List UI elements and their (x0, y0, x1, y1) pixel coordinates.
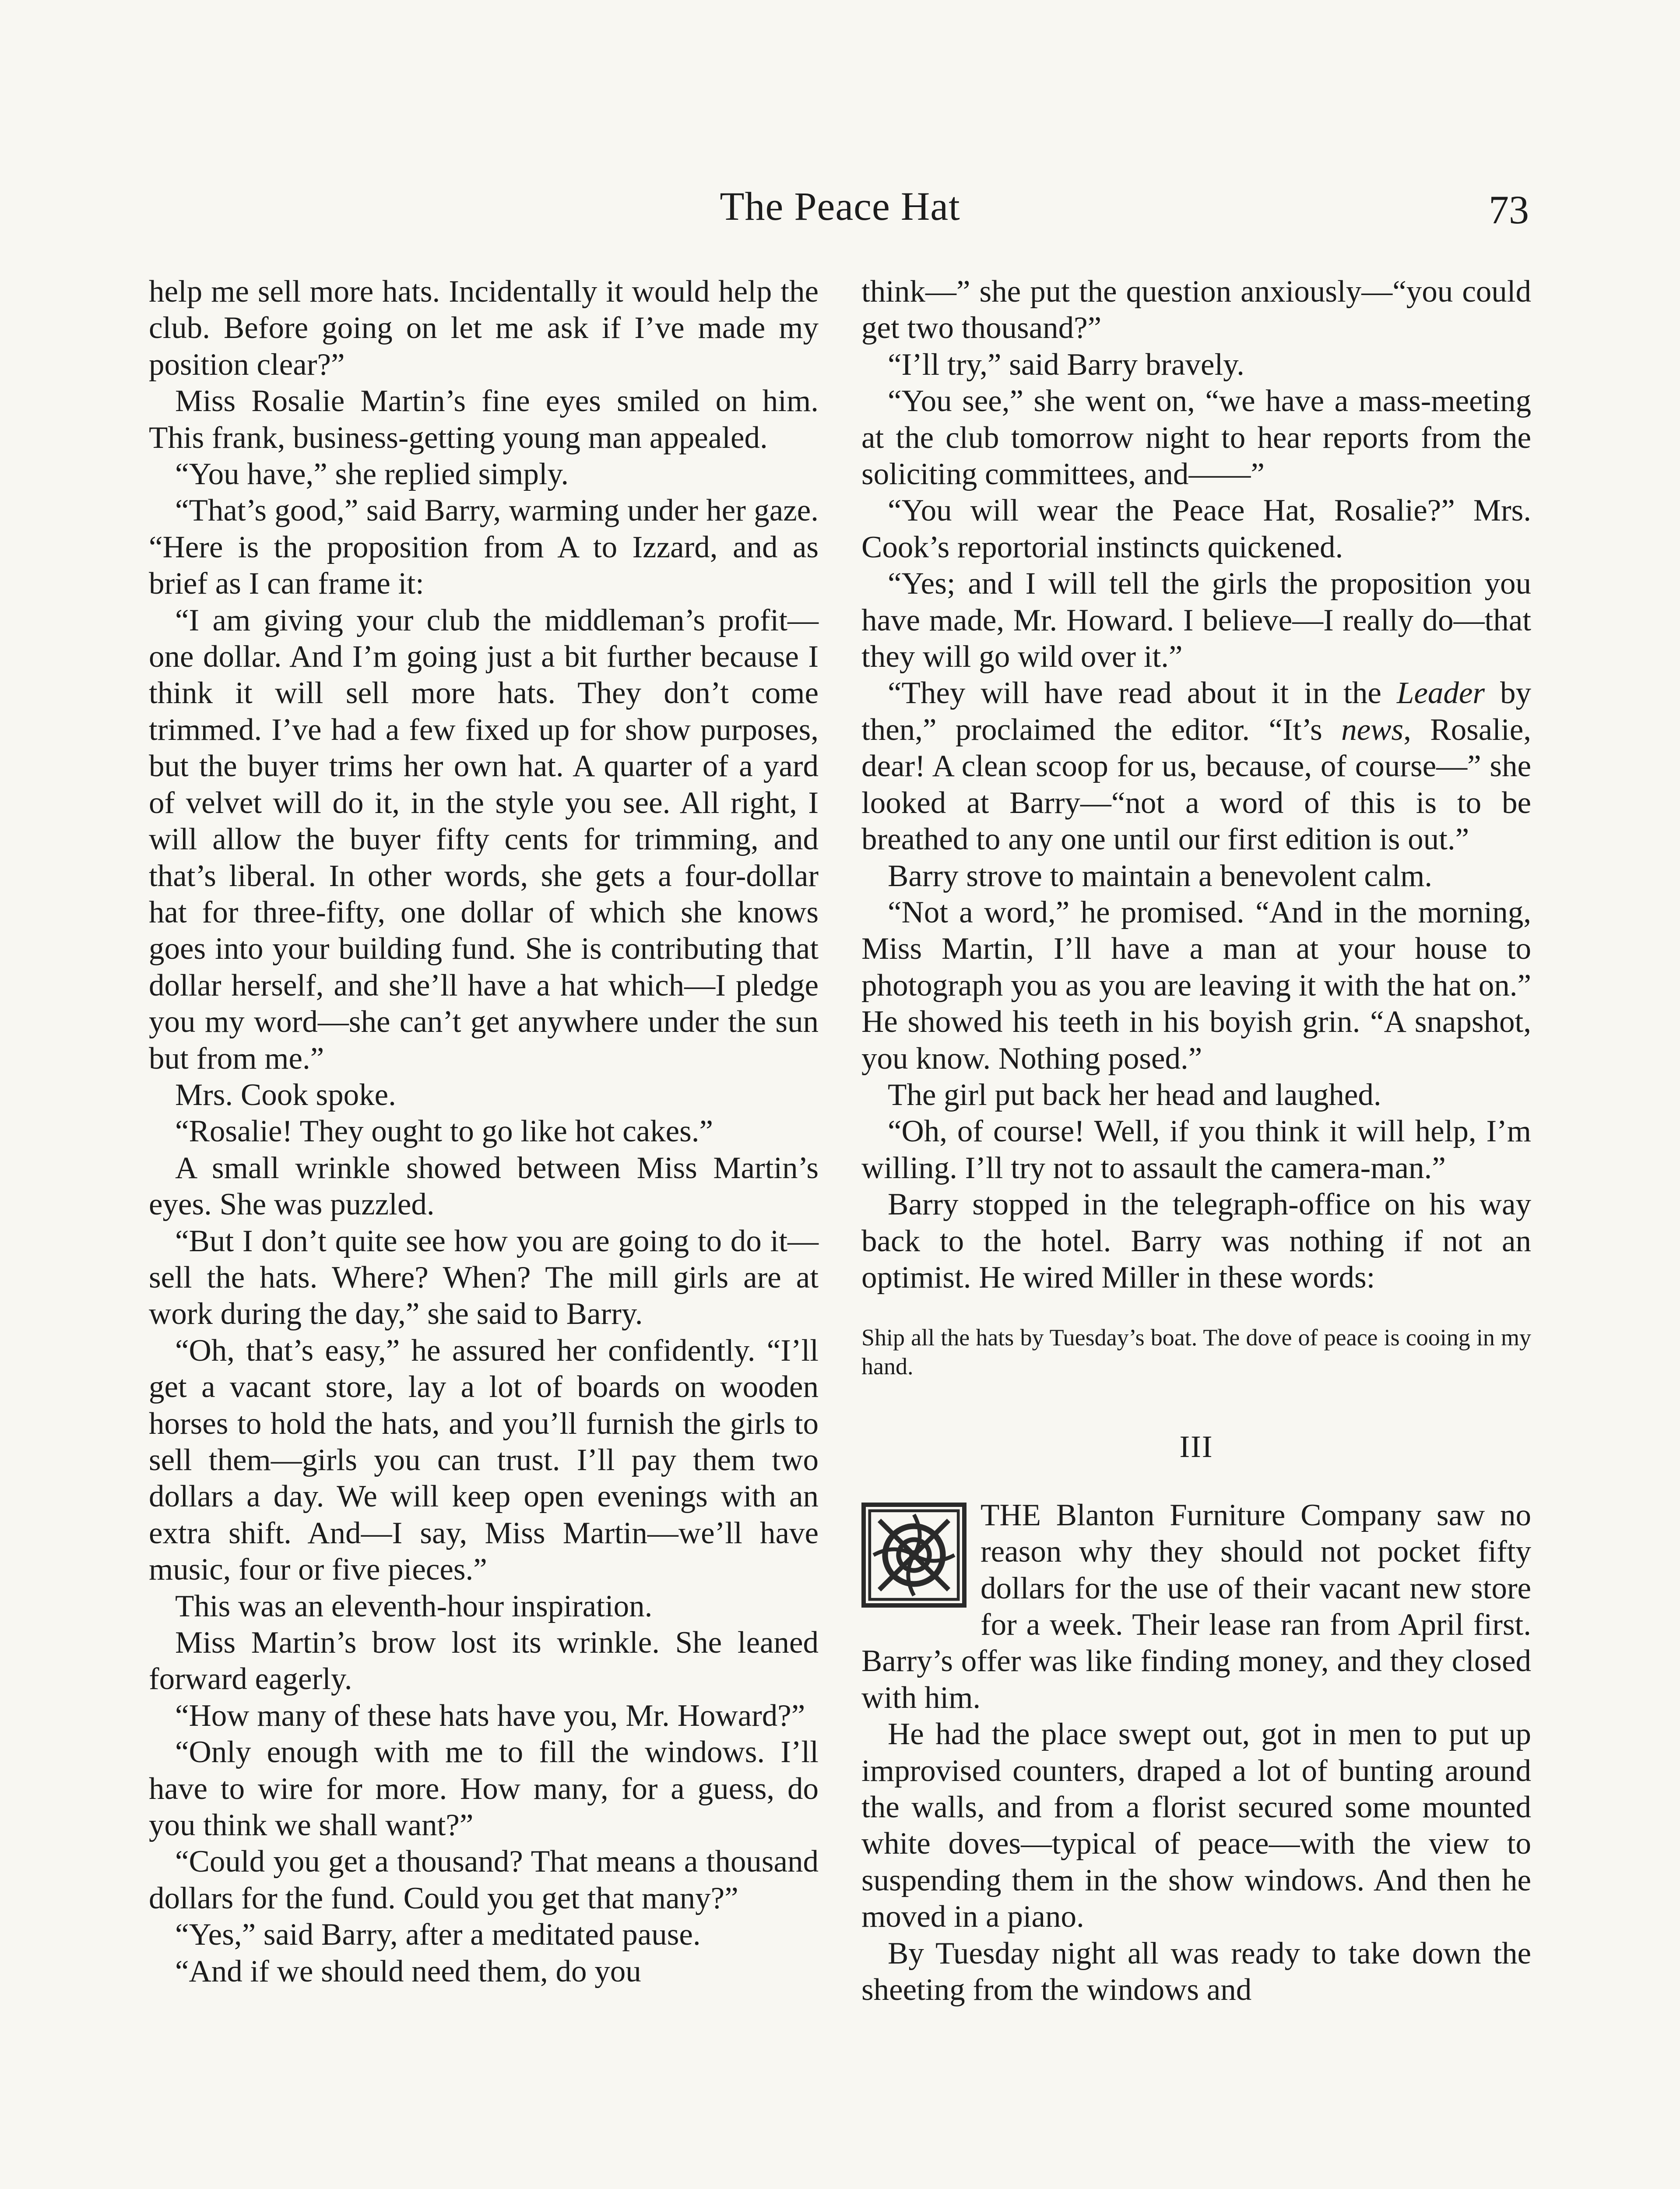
paragraph: “You see,” she went on, “we have a mass-meeting at the club tomorrow night to hear reports from the soliciting committees, and——” (861, 384, 1531, 492)
ornament-knot-icon (861, 1503, 967, 1608)
paragraph: A small wrinkle showed between Miss Martin’s eyes. She was puzzled. (149, 1151, 819, 1222)
paragraph: Barry stopped in the telegraph-office on his way back to the hotel. Barry was nothing if not an optimist. He wired Miller in these words: (861, 1187, 1531, 1295)
paragraph: “Could you get a thousand? That means a thousand dollars for the fund. Could you get that many?” (149, 1844, 819, 1915)
paragraph: “Yes,” said Barry, after a meditated pause. (175, 1918, 701, 1952)
paragraph: “Rosalie! They ought to go like hot cakes.” (175, 1114, 713, 1149)
italic-word: news (1341, 712, 1404, 747)
paragraph: “But I don’t quite see how you are going to do it—sell the hats. Where? When? The mill girls are at work during the day,” she said to Barry. (149, 1224, 819, 1331)
paragraph: help me sell more hats. Incidentally it would help the club. Before going on let me ask if I’ve made my position clear?” (149, 275, 819, 382)
paragraph: “Oh, of course! Well, if you think it will help, I’m willing. I’ll try not to assault the camera-man.” (861, 1114, 1531, 1185)
running-head (0, 183, 1680, 231)
paragraph: He had the place swept out, got in men to put up improvised counters, draped a lot of bunting around the walls, and from a florist secured some mounted white doves—typical of peace—with the view to suspending them in the show windows. And then he moved in a piano. (861, 1717, 1531, 1934)
paragraph: Miss Rosalie Martin’s fine eyes smiled on him. This frank, business-getting young man appealed. (149, 384, 819, 455)
left-column (149, 274, 819, 1990)
page-number: 73 (1489, 187, 1529, 232)
section-opening-text: THE Blanton Furniture Company saw no reason why they should not pocket fifty dollars for the use of their vacant new store for a week. Their lease ran from April first. Barry’s offer was like finding money, and they closed with him. (861, 1498, 1531, 1715)
section-number: III (1179, 1430, 1213, 1464)
running-title: The Peace Hat (720, 184, 960, 229)
section-opening (861, 1497, 1531, 1716)
paragraph: Barry strove to maintain a benevolent calm. (888, 859, 1433, 893)
paragraph: This was an eleventh-hour inspiration. (175, 1589, 653, 1623)
paragraph: “You have,” she replied simply. (175, 457, 569, 492)
paragraph: “Oh, that’s easy,” he assured her confidently. “I’ll get a vacant store, lay a lot of boards on wooden horses to hold the hats, and you’ll furnish the girls to sell them—girls you can trust. I’ll pay them two dollars a day. We will keep open evenings with an extra shift. And—I say, Miss Martin—we’ll have music, four or five pieces.” (149, 1333, 819, 1587)
paragraph: “Not a word,” he promised. “And in the morning, Miss Martin, I’ll have a man at your house to photograph you as you are leaving it with the hat on.” He showed his teeth in his boyish grin. “A snapshot, you know. Nothing posed.” (861, 895, 1531, 1076)
paragraph: “Yes; and I will tell the girls the proposition you have made, Mr. Howard. I believe—I really do—that they will go wild over it.” (861, 567, 1531, 674)
leader-paragraph (861, 675, 1531, 858)
paragraph: Miss Martin’s brow lost its wrinkle. She leaned forward eagerly. (149, 1626, 819, 1696)
paragraph: “I am giving your club the middleman’s profit—one dollar. And I’m going just a bit further because I think it will sell more hats. They don’t come trimmed. I’ve had a few fixed up for show purposes, but the buyer trims her own hat. A quarter of a yard of velvet will do it, in the style you see. All right, I will allow the buyer fifty cents for trimming, and that’s liberal. In other words, she gets a four-dollar hat for three-fifty, one dollar of which she knows goes into your building fund. She is contributing that dollar herself, and she’ll have a hat which—I pledge you my word—she can’t get anywhere under the sun but from me.” (149, 603, 819, 1076)
paragraph: “Only enough with me to fill the windows. I’ll have to wire for more. How many, for a guess, do you think we shall want?” (149, 1735, 819, 1843)
paragraph: The girl put back her head and laughed. (888, 1077, 1381, 1112)
paragraph: By Tuesday night all was ready to take down the sheeting from the windows and (861, 1936, 1531, 2007)
italic-newspaper-name: Leader (1396, 676, 1485, 711)
paragraph: “That’s good,” said Barry, warming under her gaze. “Here is the proposition from A to Izzard, and as brief as I can frame it: (149, 493, 819, 601)
paragraph: “How many of these hats have you, Mr. Howard?” (175, 1698, 805, 1733)
text-run: “They will have read about it in the (888, 676, 1397, 711)
text-run: , Rosalie, dear! A clean scoop for us, because, of course—” she looked at Barry—“not a word of this is to be breathed to any one until our first edition is out.” (861, 712, 1531, 857)
right-column (861, 274, 1531, 2008)
paragraph: think—” she put the question anxiously—“you could get two thousand?” (861, 275, 1531, 345)
paragraph: “I’ll try,” said Barry bravely. (888, 347, 1244, 382)
paragraph: “You will wear the Peace Hat, Rosalie?” Mrs. Cook’s reportorial instincts quickened. (861, 493, 1531, 564)
telegram-text: Ship all the hats by Tuesday’s boat. The dove of peace is cooing in my hand. (861, 1324, 1531, 1380)
paragraph: Mrs. Cook spoke. (175, 1077, 396, 1112)
text-run: by then,” proclaimed the editor. “It’s (861, 676, 1532, 747)
paragraph: “And if we should need them, do you (175, 1954, 641, 1988)
